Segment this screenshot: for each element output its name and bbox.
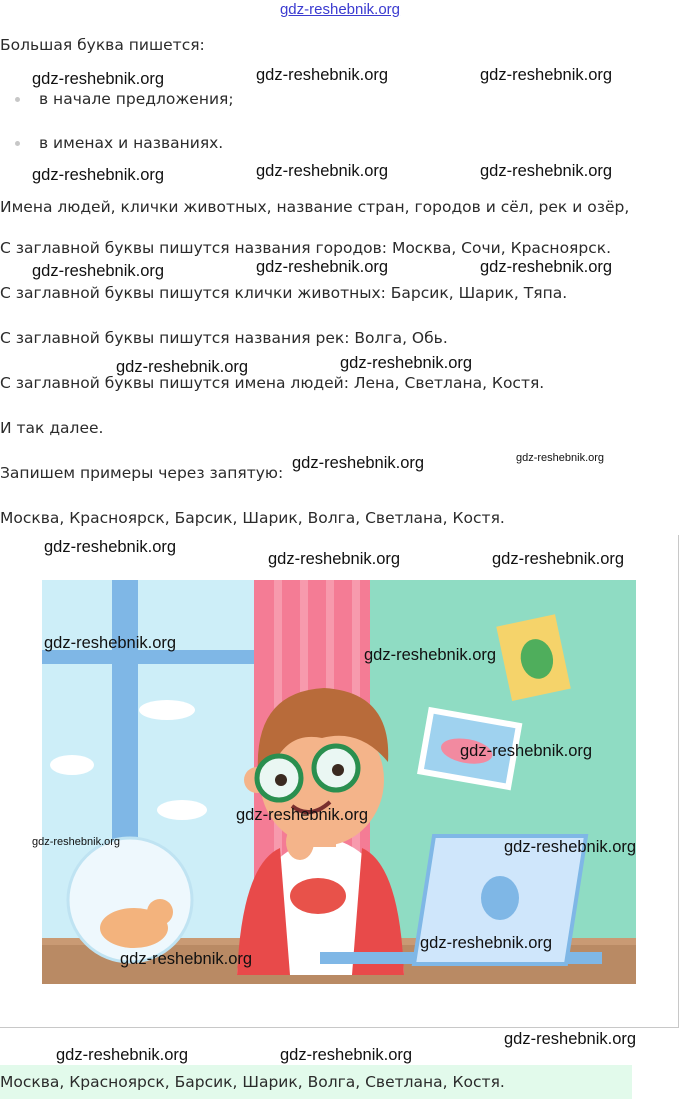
watermark: gdz-reshebnik.org [256,258,389,276]
text-line: И так далее. [0,419,104,437]
list-item-text: в именах и названиях. [39,134,224,152]
text-line: С заглавной буквы пишутся названия городов: Москва, Сочи, Красноярск. [0,239,612,257]
text-line: Запишем примеры через запятую: [0,464,284,482]
watermark: gdz-reshebnik.org [268,550,401,568]
rule-intro: Большая буква пишется: [0,36,205,54]
watermark: gdz-reshebnik.org [32,836,121,848]
watermark: gdz-reshebnik.org [460,742,593,760]
watermark: gdz-reshebnik.org [480,258,613,276]
text-line: Москва, Красноярск, Барсик, Шарик, Волга, Светлана, Костя. [0,509,505,527]
watermark: gdz-reshebnik.org [504,1030,637,1048]
watermark: gdz-reshebnik.org [340,354,473,372]
watermark: gdz-reshebnik.org [420,934,553,952]
text-line: С заглавной буквы пишутся клички животных: Барсик, Шарик, Тяпа. [0,284,568,302]
bullet-icon [15,141,20,146]
watermark: gdz-reshebnik.org [56,1046,189,1064]
watermark: gdz-reshebnik.org [516,452,605,464]
bullet-icon [15,97,20,102]
watermark: gdz-reshebnik.org [116,358,249,376]
text-line: С заглавной буквы пишутся имена людей: Лена, Светлана, Костя. [0,374,545,392]
watermark: gdz-reshebnik.org [256,162,389,180]
watermark: gdz-reshebnik.org [32,166,165,184]
list-item [15,132,223,154]
watermark: gdz-reshebnik.org [32,262,165,280]
site-link[interactable]: gdz-reshebnik.org [279,1,401,18]
watermark: gdz-reshebnik.org [236,806,369,824]
list-item [15,88,234,110]
watermark: gdz-reshebnik.org [44,634,177,652]
watermark: gdz-reshebnik.org [480,66,613,84]
watermark: gdz-reshebnik.org [280,1046,413,1064]
text-line: С заглавной буквы пишутся названия рек: Волга, Обь. [0,329,448,347]
watermark: gdz-reshebnik.org [292,454,425,472]
list-item-text: в начале предложения; [39,90,234,108]
watermark: gdz-reshebnik.org [364,646,497,664]
watermark: gdz-reshebnik.org [504,838,637,856]
watermark: gdz-reshebnik.org [256,66,389,84]
watermark: gdz-reshebnik.org [44,538,177,556]
watermark: gdz-reshebnik.org [480,162,613,180]
answer-line: Москва, Красноярск, Барсик, Шарик, Волга, Светлана, Костя. [0,1065,632,1099]
watermark: gdz-reshebnik.org [32,70,165,88]
watermark: gdz-reshebnik.org [120,950,253,968]
watermark: gdz-reshebnik.org [492,550,625,568]
text-line: Имена людей, клички животных, название стран, городов и сёл, рек и озёр, [0,198,630,216]
